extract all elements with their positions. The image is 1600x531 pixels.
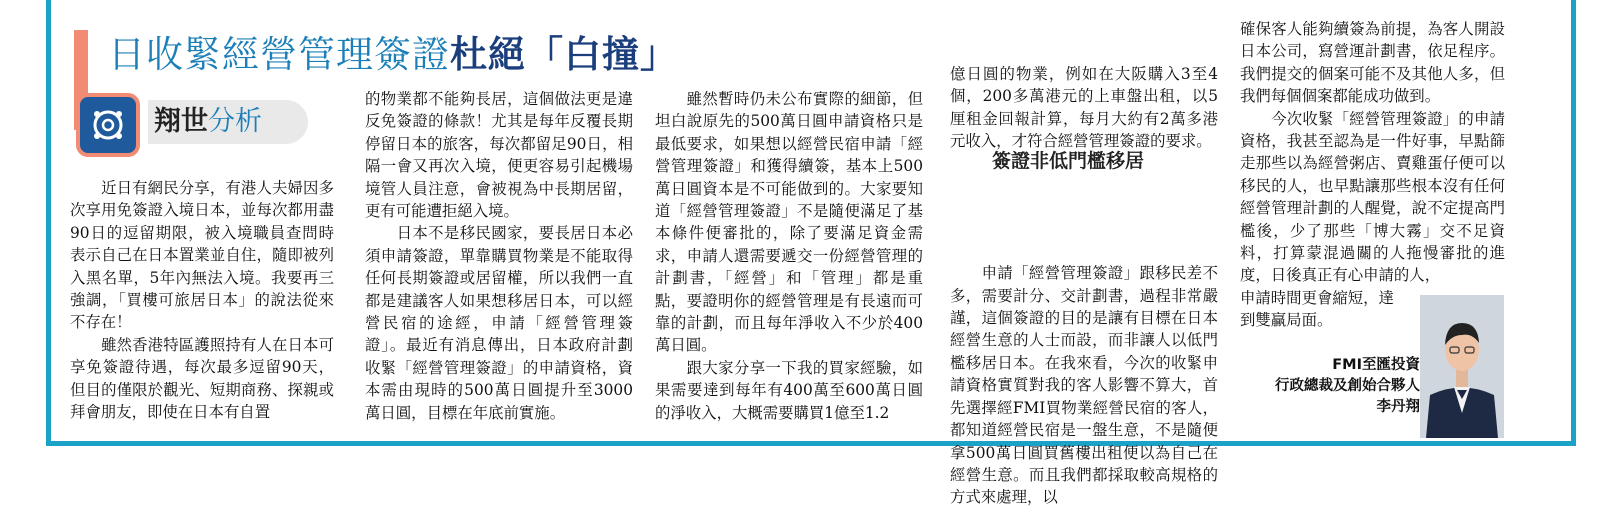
- author-company: FMI至匯投資: [1332, 357, 1420, 373]
- headline-part2: 杜絕「白撞」: [450, 33, 678, 76]
- column-4-bottom: 申請「經營管理簽證」跟移民差不多，需要計分、交計劃書，過程非常嚴謹，這個簽證的目的是讓有目標在日本經營生意的人士而設，而非讓人以低門檻移居日本。在我來看，今次的收緊申請資格實質對我的客人影響不算大，首先選擇經FMI買物業經營民宿的客人，都知道經營民宿是一盤生意，不是隨便拿500萬日圓買舊樓出租便以為自己在經營生意。而且我們都採取較高規格的方式來處理，以: [950, 264, 1218, 507]
- headline: [108, 24, 678, 78]
- brand-part2: 分析: [208, 106, 262, 137]
- article-column-1: 近日有網民分享，有港人夫婦因多次享用免簽證入境日本，並每次都用盡90日的逗留期限，被入境職員查問時表示自己在日本置業並自住，隨即被列入黑名單，5年內無法入境。我要再三強調，「買樓可旅居日本」的說法從來不存在！ 雖然香港特區護照持有人在日本可享免簽證待遇，每次最多逗留90天，但目的僅限於觀光、短期商務、探親或拜會朋友，即使在日本有自置: [70, 179, 334, 422]
- author-position: 行政總裁及創始合夥人: [1275, 378, 1420, 394]
- article-column-2: 的物業都不能夠長居，這個做法更是違反免簽證的條款！尤其是每年反覆長期停留日本的旅客，每次都留足90日，相隔一會又再次入境，便更容易引起機場境管人員注意，會被視為中長期居留，更有可能遭拒絕入境。 日本不是移民國家，要長居日本必須申請簽證，單靠購買物業是不能取得任何長期簽證或居留權，所以我們一直都是建議客人如果想移居日本，可以經營民宿的途經，申請「經營管理簽證」。最近有消息傳出，日本政府計劃收緊「經營管理簽證」的申請資格，資本需由現時的500萬日圓提升至3000萬日圓，目標在年底前實施。: [365, 90, 633, 422]
- brand-part1: 翔世: [154, 106, 208, 137]
- author-byline: [1250, 355, 1420, 418]
- article-column-3: 雖然暫時仍未公布實際的細節，但坦白說原先的500萬日圓申請資格只是最低要求，如果想以經營民宿申請「經營管理簽證」和獲得續簽，基本上500萬日圓資本是不可能做到的。大家要知道「經營管理簽證」不是隨便滿足了基本條件便審批的，除了要滿足資金需求，申請人還需要遞交一份經營管理的計劃書，「經營」和「管理」都是重點，要證明你的經營管理是有長遠而可靠的計劃，而且每年淨收入不少於400萬日圓。 跟大家分享一下我的買家經驗，如果需要達到每年有400萬至600萬日圓的淨收入，大概需要購買1億至1.2: [655, 90, 923, 422]
- author-photo: [1420, 295, 1504, 438]
- column-4-top: 億日圓的物業，例如在大阪購入3至4個，200多萬港元的上車盤出租，以5厘租金回報計算，每月大約有2萬多港元收入，才符合經營管理簽證的要求。: [950, 64, 1218, 151]
- headline-part1: 日收緊經營管理簽證: [108, 33, 450, 76]
- article-column-5: 確保客人能夠續簽為前提，為客人開設日本公司，寫營運計劃書，依足程序。我們提交的個案可能不及其他人多，但我們每個個案都能成功做到。 今次收緊「經營管理簽證」的申請資格，我甚至認為是一件好事，早點篩走那些以為經營粥店、賣雞蛋仔便可以移民的人，也早點讓那些根本沒有任何經營管理計劃的人醒覺，說不定提高門檻後，少了那些「博大霧」交不足資料，打算蒙混過關的人拖慢審批的進度，日後真正有心申請的人， 申請時間更會縮短，達 到雙贏局面。: [1240, 20, 1505, 330]
- author-name: 李丹翔: [1376, 399, 1420, 415]
- column-brand: [148, 100, 308, 144]
- subheading: 簽證非低門檻移居: [992, 150, 1145, 172]
- article-column-4: [950, 18, 1218, 531]
- column-logo-icon: [76, 93, 140, 157]
